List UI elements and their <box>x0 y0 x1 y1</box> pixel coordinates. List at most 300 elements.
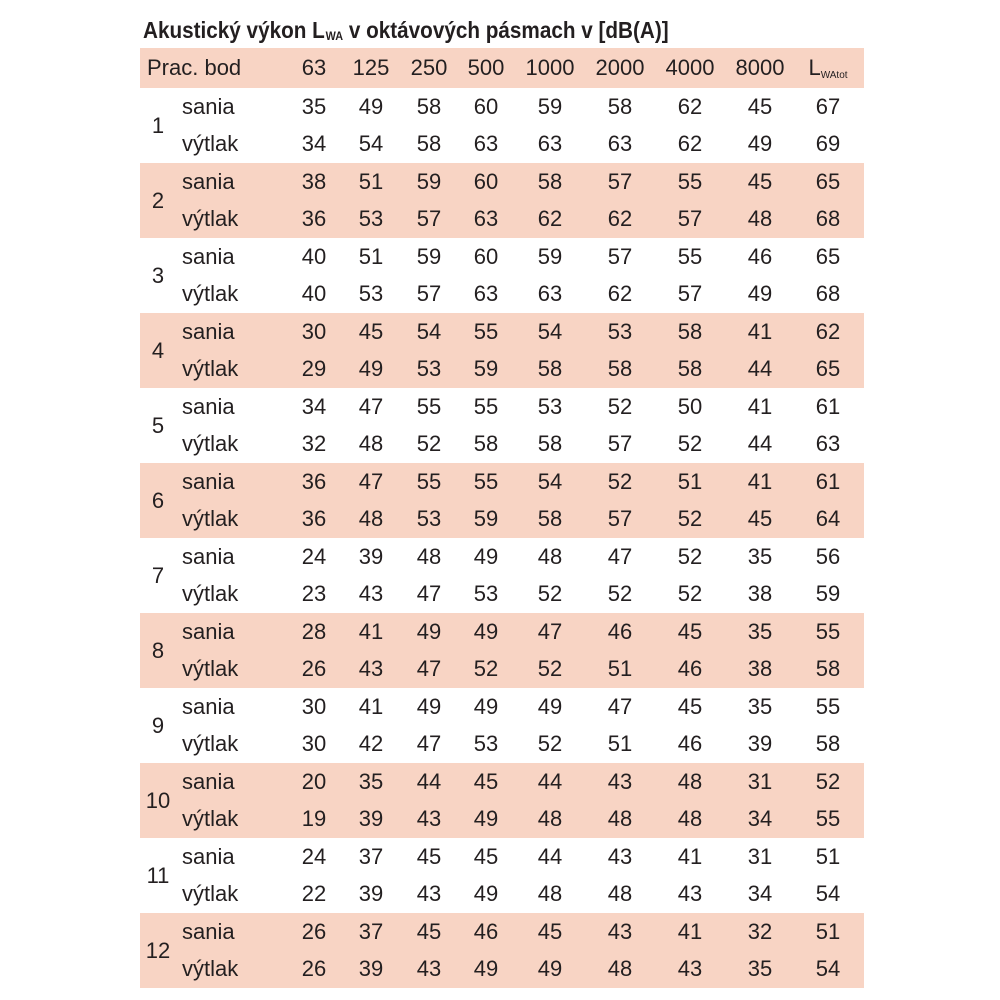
total-value-cell: 68 <box>815 206 841 232</box>
band-value-cell: 49 <box>473 956 499 982</box>
band-value-cell: 30 <box>301 693 327 719</box>
band-value-cell: 53 <box>607 318 633 344</box>
suction-row <box>140 913 864 951</box>
suction-label: sania <box>182 693 235 719</box>
header-total-subscript: WAtot <box>820 70 848 81</box>
band-value-cell: 48 <box>747 206 773 232</box>
band-value-cell: 46 <box>607 618 633 644</box>
band-value-cell: 45 <box>473 843 499 869</box>
discharge-row <box>140 801 864 839</box>
band-value-cell: 41 <box>358 693 384 719</box>
band-value-cell: 26 <box>301 918 327 944</box>
band-value-cell: 49 <box>416 618 442 644</box>
band-value-cell: 48 <box>607 881 633 907</box>
band-value-cell: 24 <box>301 843 327 869</box>
working-point-number: 2 <box>151 187 165 213</box>
discharge-label: výtlak <box>182 881 239 907</box>
band-value-cell: 30 <box>301 731 327 757</box>
header-total <box>798 48 858 88</box>
total-value-cell: 52 <box>815 768 841 794</box>
band-value-cell: 43 <box>358 581 384 607</box>
band-value-cell: 54 <box>537 318 563 344</box>
band-value-cell: 60 <box>473 168 499 194</box>
band-value-cell: 46 <box>677 731 703 757</box>
band-value-cell: 57 <box>607 168 633 194</box>
suction-label: sania <box>182 393 235 419</box>
acoustic-power-table <box>140 48 864 988</box>
band-value-cell: 19 <box>301 806 327 832</box>
band-value-cell: 36 <box>301 468 327 494</box>
band-value-cell: 58 <box>607 356 633 382</box>
working-point-number: 11 <box>146 862 170 888</box>
table-row-group <box>140 763 864 838</box>
band-value-cell: 34 <box>747 881 773 907</box>
band-value-cell: 43 <box>358 656 384 682</box>
header-band: 1000 <box>525 55 575 80</box>
suction-label: sania <box>182 843 235 869</box>
band-value-cell: 43 <box>416 956 442 982</box>
suction-row <box>140 763 864 801</box>
band-value-cell: 49 <box>473 618 499 644</box>
band-value-cell: 53 <box>416 506 442 532</box>
band-value-cell: 57 <box>607 506 633 532</box>
band-value-cell: 55 <box>416 393 442 419</box>
band-value-cell: 62 <box>537 206 563 232</box>
band-value-cell: 29 <box>301 356 327 382</box>
band-value-cell: 51 <box>607 656 633 682</box>
working-point-number: 6 <box>151 487 165 513</box>
band-value-cell: 57 <box>416 281 442 307</box>
band-value-cell: 35 <box>747 618 773 644</box>
band-value-cell: 45 <box>473 768 499 794</box>
band-value-cell: 59 <box>416 168 442 194</box>
total-value-cell: 55 <box>815 806 841 832</box>
total-value-cell: 62 <box>815 318 841 344</box>
band-value-cell: 58 <box>537 356 563 382</box>
band-value-cell: 49 <box>358 356 384 382</box>
band-value-cell: 53 <box>473 581 499 607</box>
band-value-cell: 32 <box>747 918 773 944</box>
band-value-cell: 62 <box>607 206 633 232</box>
band-value-cell: 35 <box>747 956 773 982</box>
band-value-cell: 53 <box>473 731 499 757</box>
band-value-cell: 55 <box>473 393 499 419</box>
band-value-cell: 41 <box>747 318 773 344</box>
band-value-cell: 47 <box>607 693 633 719</box>
band-value-cell: 49 <box>473 881 499 907</box>
band-value-cell: 44 <box>416 768 442 794</box>
suction-row <box>140 688 864 726</box>
band-value-cell: 52 <box>607 581 633 607</box>
band-value-cell: 57 <box>607 243 633 269</box>
band-value-cell: 62 <box>677 93 703 119</box>
band-value-cell: 48 <box>358 431 384 457</box>
band-value-cell: 39 <box>747 731 773 757</box>
band-value-cell: 34 <box>747 806 773 832</box>
band-value-cell: 47 <box>537 618 563 644</box>
suction-label: sania <box>182 918 235 944</box>
band-value-cell: 62 <box>607 281 633 307</box>
suction-label: sania <box>182 168 235 194</box>
band-value-cell: 39 <box>358 956 384 982</box>
discharge-label: výtlak <box>182 356 239 382</box>
band-value-cell: 48 <box>416 543 442 569</box>
discharge-row <box>140 951 864 989</box>
band-value-cell: 48 <box>677 768 703 794</box>
band-value-cell: 58 <box>537 168 563 194</box>
table-row-group <box>140 913 864 988</box>
discharge-label: výtlak <box>182 731 239 757</box>
band-value-cell: 36 <box>301 506 327 532</box>
discharge-row <box>140 576 864 614</box>
band-value-cell: 40 <box>301 243 327 269</box>
total-value-cell: 63 <box>815 431 841 457</box>
band-value-cell: 34 <box>301 393 327 419</box>
band-value-cell: 58 <box>473 431 499 457</box>
suction-label: sania <box>182 468 235 494</box>
band-value-cell: 26 <box>301 656 327 682</box>
discharge-row <box>140 426 864 464</box>
band-value-cell: 54 <box>416 318 442 344</box>
band-value-cell: 49 <box>537 693 563 719</box>
band-value-cell: 43 <box>677 881 703 907</box>
band-value-cell: 57 <box>607 431 633 457</box>
band-value-cell: 58 <box>677 356 703 382</box>
discharge-label: výtlak <box>182 956 239 982</box>
total-value-cell: 55 <box>815 693 841 719</box>
band-value-cell: 53 <box>358 206 384 232</box>
band-value-cell: 52 <box>677 543 703 569</box>
working-point-number: 1 <box>151 112 165 138</box>
band-value-cell: 52 <box>677 431 703 457</box>
band-value-cell: 49 <box>358 93 384 119</box>
working-point-number: 8 <box>151 637 165 663</box>
band-value-cell: 54 <box>537 468 563 494</box>
band-value-cell: 52 <box>607 468 633 494</box>
band-value-cell: 22 <box>301 881 327 907</box>
band-value-cell: 41 <box>677 918 703 944</box>
suction-row <box>140 388 864 426</box>
total-value-cell: 65 <box>815 356 841 382</box>
band-value-cell: 43 <box>416 806 442 832</box>
band-value-cell: 44 <box>537 843 563 869</box>
band-value-cell: 51 <box>358 243 384 269</box>
header-band: 63 <box>301 55 327 80</box>
total-value-cell: 56 <box>815 543 841 569</box>
header-band: 500 <box>467 55 505 80</box>
band-value-cell: 54 <box>358 131 384 157</box>
band-value-cell: 44 <box>537 768 563 794</box>
band-value-cell: 49 <box>747 281 773 307</box>
band-value-cell: 48 <box>607 806 633 832</box>
title-subscript: WA <box>325 29 344 43</box>
band-value-cell: 42 <box>358 731 384 757</box>
band-value-cell: 52 <box>607 393 633 419</box>
total-value-cell: 51 <box>815 918 841 944</box>
band-value-cell: 43 <box>607 918 633 944</box>
band-value-cell: 50 <box>677 393 703 419</box>
table-row-group <box>140 313 864 388</box>
band-value-cell: 52 <box>473 656 499 682</box>
band-value-cell: 63 <box>537 131 563 157</box>
suction-label: sania <box>182 543 235 569</box>
total-value-cell: 59 <box>815 581 841 607</box>
band-value-cell: 43 <box>677 956 703 982</box>
suction-row <box>140 163 864 201</box>
total-value-cell: 65 <box>815 243 841 269</box>
total-value-cell: 61 <box>815 393 841 419</box>
band-value-cell: 49 <box>747 131 773 157</box>
discharge-row <box>140 876 864 914</box>
band-value-cell: 26 <box>301 956 327 982</box>
working-point-number: 9 <box>151 712 165 738</box>
band-value-cell: 47 <box>358 468 384 494</box>
band-value-cell: 48 <box>537 543 563 569</box>
band-value-cell: 52 <box>416 431 442 457</box>
band-value-cell: 39 <box>358 881 384 907</box>
band-value-cell: 59 <box>473 356 499 382</box>
band-value-cell: 37 <box>358 843 384 869</box>
band-value-cell: 43 <box>607 843 633 869</box>
title-rest: v oktávových pásmach v [dB(A)] <box>343 17 669 43</box>
band-value-cell: 20 <box>301 768 327 794</box>
working-point-number: 5 <box>151 412 165 438</box>
suction-row <box>140 313 864 351</box>
band-value-cell: 60 <box>473 93 499 119</box>
band-value-cell: 41 <box>358 618 384 644</box>
total-value-cell: 68 <box>815 281 841 307</box>
header-band: 4000 <box>665 55 715 80</box>
band-value-cell: 37 <box>358 918 384 944</box>
band-value-cell: 45 <box>677 693 703 719</box>
band-value-cell: 46 <box>677 656 703 682</box>
header-band: 8000 <box>735 55 785 80</box>
band-value-cell: 52 <box>677 506 703 532</box>
band-value-cell: 62 <box>677 131 703 157</box>
band-value-cell: 59 <box>537 243 563 269</box>
band-value-cell: 31 <box>747 768 773 794</box>
band-value-cell: 48 <box>677 806 703 832</box>
band-value-cell: 31 <box>747 843 773 869</box>
band-value-cell: 24 <box>301 543 327 569</box>
band-value-cell: 43 <box>607 768 633 794</box>
band-value-cell: 51 <box>607 731 633 757</box>
band-value-cell: 59 <box>416 243 442 269</box>
working-point-number: 4 <box>151 337 165 363</box>
working-point-number: 3 <box>151 262 165 288</box>
discharge-row <box>140 126 864 164</box>
band-value-cell: 63 <box>473 281 499 307</box>
header-prac-bod: Prac. bod <box>147 55 242 80</box>
band-value-cell: 52 <box>537 656 563 682</box>
suction-label: sania <box>182 93 235 119</box>
header-total-main: L <box>808 55 821 80</box>
band-value-cell: 39 <box>358 806 384 832</box>
discharge-row <box>140 651 864 689</box>
discharge-label: výtlak <box>182 206 239 232</box>
band-value-cell: 45 <box>747 506 773 532</box>
discharge-label: výtlak <box>182 131 239 157</box>
band-value-cell: 53 <box>416 356 442 382</box>
suction-row <box>140 238 864 276</box>
band-value-cell: 45 <box>537 918 563 944</box>
title-main: Akustický výkon L <box>143 17 325 43</box>
band-value-cell: 45 <box>416 843 442 869</box>
band-value-cell: 44 <box>747 356 773 382</box>
suction-label: sania <box>182 318 235 344</box>
band-value-cell: 41 <box>747 468 773 494</box>
band-value-cell: 55 <box>416 468 442 494</box>
band-value-cell: 30 <box>301 318 327 344</box>
total-value-cell: 69 <box>815 131 841 157</box>
total-value-cell: 51 <box>815 843 841 869</box>
working-point-number: 7 <box>151 562 165 588</box>
suction-row <box>140 613 864 651</box>
band-value-cell: 49 <box>416 693 442 719</box>
table-row-group <box>140 838 864 913</box>
band-value-cell: 60 <box>473 243 499 269</box>
band-value-cell: 58 <box>537 431 563 457</box>
table-title <box>143 13 669 47</box>
discharge-label: výtlak <box>182 506 239 532</box>
discharge-row <box>140 726 864 764</box>
band-value-cell: 36 <box>301 206 327 232</box>
table-row-group <box>140 538 864 613</box>
band-value-cell: 58 <box>537 506 563 532</box>
band-value-cell: 48 <box>537 881 563 907</box>
band-value-cell: 43 <box>416 881 442 907</box>
suction-row <box>140 463 864 501</box>
band-value-cell: 35 <box>301 93 327 119</box>
band-value-cell: 58 <box>677 318 703 344</box>
band-value-cell: 35 <box>747 693 773 719</box>
band-value-cell: 55 <box>677 243 703 269</box>
total-value-cell: 54 <box>815 881 841 907</box>
band-value-cell: 55 <box>473 318 499 344</box>
suction-row <box>140 838 864 876</box>
band-value-cell: 57 <box>677 206 703 232</box>
working-point-number: 10 <box>145 787 171 813</box>
band-value-cell: 44 <box>747 431 773 457</box>
band-value-cell: 57 <box>677 281 703 307</box>
band-value-cell: 38 <box>747 656 773 682</box>
header-band: 250 <box>410 55 448 80</box>
suction-label: sania <box>182 768 235 794</box>
discharge-label: výtlak <box>182 281 239 307</box>
total-value-cell: 55 <box>815 618 841 644</box>
discharge-label: výtlak <box>182 581 239 607</box>
band-value-cell: 47 <box>607 543 633 569</box>
band-value-cell: 53 <box>358 281 384 307</box>
band-value-cell: 63 <box>537 281 563 307</box>
band-value-cell: 45 <box>358 318 384 344</box>
band-value-cell: 38 <box>747 581 773 607</box>
band-value-cell: 41 <box>747 393 773 419</box>
total-value-cell: 58 <box>815 656 841 682</box>
discharge-row <box>140 276 864 314</box>
band-value-cell: 47 <box>416 656 442 682</box>
band-value-cell: 51 <box>677 468 703 494</box>
band-value-cell: 47 <box>416 581 442 607</box>
discharge-label: výtlak <box>182 431 239 457</box>
working-point-number: 12 <box>145 937 171 963</box>
band-value-cell: 45 <box>416 918 442 944</box>
band-value-cell: 32 <box>301 431 327 457</box>
band-value-cell: 59 <box>473 506 499 532</box>
band-value-cell: 34 <box>301 131 327 157</box>
band-value-cell: 52 <box>537 581 563 607</box>
band-value-cell: 38 <box>301 168 327 194</box>
table-row-group <box>140 163 864 238</box>
table-row-group <box>140 463 864 538</box>
band-value-cell: 52 <box>677 581 703 607</box>
band-value-cell: 35 <box>747 543 773 569</box>
discharge-row <box>140 201 864 239</box>
band-value-cell: 49 <box>473 693 499 719</box>
header-band: 125 <box>352 55 390 80</box>
band-value-cell: 49 <box>473 806 499 832</box>
band-value-cell: 63 <box>607 131 633 157</box>
band-value-cell: 53 <box>537 393 563 419</box>
total-value-cell: 67 <box>815 93 841 119</box>
table-row-group <box>140 613 864 688</box>
band-value-cell: 46 <box>747 243 773 269</box>
band-value-cell: 49 <box>537 956 563 982</box>
table-header-row <box>140 48 864 88</box>
band-value-cell: 57 <box>416 206 442 232</box>
band-value-cell: 48 <box>358 506 384 532</box>
band-value-cell: 48 <box>607 956 633 982</box>
band-value-cell: 40 <box>301 281 327 307</box>
band-value-cell: 28 <box>301 618 327 644</box>
band-value-cell: 45 <box>747 93 773 119</box>
suction-row <box>140 538 864 576</box>
band-value-cell: 51 <box>358 168 384 194</box>
band-value-cell: 63 <box>473 131 499 157</box>
band-value-cell: 58 <box>416 93 442 119</box>
band-value-cell: 49 <box>473 543 499 569</box>
band-value-cell: 39 <box>358 543 384 569</box>
band-value-cell: 35 <box>358 768 384 794</box>
table-row-group <box>140 238 864 313</box>
suction-row <box>140 88 864 126</box>
discharge-row <box>140 501 864 539</box>
total-value-cell: 61 <box>815 468 841 494</box>
band-value-cell: 47 <box>358 393 384 419</box>
total-value-cell: 58 <box>815 731 841 757</box>
band-value-cell: 47 <box>416 731 442 757</box>
band-value-cell: 58 <box>416 131 442 157</box>
table-row-group <box>140 688 864 763</box>
band-value-cell: 55 <box>473 468 499 494</box>
header-band: 2000 <box>595 55 645 80</box>
suction-label: sania <box>182 243 235 269</box>
band-value-cell: 59 <box>537 93 563 119</box>
band-value-cell: 23 <box>301 581 327 607</box>
band-value-cell: 48 <box>537 806 563 832</box>
total-value-cell: 54 <box>815 956 841 982</box>
table-row-group <box>140 388 864 463</box>
discharge-row <box>140 351 864 389</box>
discharge-label: výtlak <box>182 656 239 682</box>
discharge-label: výtlak <box>182 806 239 832</box>
total-value-cell: 64 <box>815 506 841 532</box>
band-value-cell: 45 <box>677 618 703 644</box>
band-value-cell: 46 <box>473 918 499 944</box>
band-value-cell: 63 <box>473 206 499 232</box>
band-value-cell: 41 <box>677 843 703 869</box>
table-row-group <box>140 88 864 163</box>
